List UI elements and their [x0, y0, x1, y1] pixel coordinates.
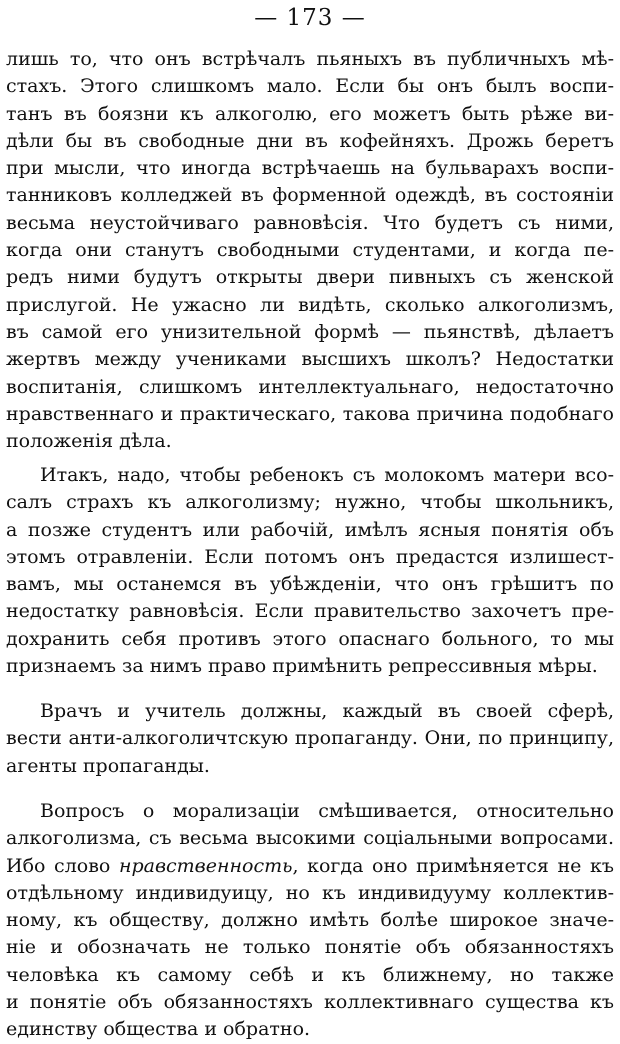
paragraph-line: жертвъ между учениками высшихъ школъ? Недостатки: [6, 348, 614, 371]
paragraph-line: отдѣльному индивидуицу, но къ индивидууму коллектив-: [6, 881, 614, 904]
paragraph-line: дохранить себя противъ этого опаснаго больного, то мы: [6, 627, 614, 650]
paragraph-line: единству общества и обратно.: [6, 1018, 311, 1041]
paragraph-line: этомъ отравленiи. Если потомъ онъ предастся излишест-: [6, 545, 614, 568]
paragraph-line: человѣка къ самому себѣ и къ ближнему, но также: [6, 963, 614, 986]
paragraph-line: прислугой. Не ужасно ли видѣть, сколько алкоголизмъ,: [6, 293, 614, 316]
paragraph-line: Вопросъ о морализацiи смѣшивается, относительно: [40, 800, 614, 822]
paragraph-4: [6, 798, 614, 1044]
paragraph-line: Итакъ, надо, чтобы ребенокъ съ молокомъ матери всо-: [40, 464, 614, 486]
paragraph-line: салъ страхъ къ алкоголизму; нужно, чтобы школьникъ,: [6, 491, 614, 514]
paragraph-line: Ибо слово нравственность, когда оно примѣняется не къ: [6, 854, 614, 877]
paragraph-line: а позже студентъ или рабочiй, имѣлъ ясныя понятiя объ: [6, 518, 614, 541]
paragraph-line: въ самой его унизительной формѣ — пьянствѣ, дѣлаетъ: [6, 320, 614, 343]
paragraph-line: и понятiе объ обязанностяхъ коллективнаго существа къ: [6, 991, 614, 1014]
paragraph-line: стахъ. Этого слишкомъ мало. Если бы онъ былъ воспи-: [6, 75, 614, 98]
paragraph-line: когда они станутъ свободными студентами, и когда пе-: [6, 239, 614, 262]
paragraph-line: положенiя дѣла.: [6, 430, 172, 453]
paragraph-line: нiе и обозначать не только понятiе объ обязанностяхъ: [6, 936, 614, 959]
paragraph-line: при мысли, что иногда встрѣчаешь на бульварахъ воспи-: [6, 157, 614, 180]
paragraph-3: [6, 698, 614, 780]
paragraph-line: алкоголизма, съ весьма высокими соцiальными вопросами.: [6, 827, 614, 850]
paragraph-line: лишь то, что онъ встрѣчалъ пьяныхъ въ публичныхъ мѣ-: [6, 48, 614, 70]
paragraph-line: нравственнаго и практическаго, такова причина подобнаго: [6, 402, 614, 425]
paragraph-line: вести анти-алкоголичтскую пропаганду. Они, по принципу,: [6, 727, 614, 750]
paragraph-line: весьма неустойчиваго равновѣсiя. Что будетъ съ ними,: [6, 211, 614, 234]
paragraph-line: признаемъ за нимъ право примѣнить репрессивныя мѣры.: [6, 655, 598, 678]
paragraph-2: [6, 462, 614, 680]
paragraph-line: танниковъ колледжей въ форменной одеждѣ, въ состоянiи: [6, 184, 614, 207]
paragraph-line: агенты пропаганды.: [6, 754, 210, 777]
paragraph-line: воспитанiя, слишкомъ интеллектуальнаго, недостаточно: [6, 375, 614, 398]
page-number: — 173 —: [254, 5, 366, 31]
paragraph-1: [6, 46, 614, 455]
paragraph-line: недостатку равновѣсiя. Если правительство захочетъ пре-: [6, 600, 614, 623]
emphasized-word: нравственность: [118, 854, 293, 877]
paragraph-line: Врачъ и учитель должны, каждый въ своей сферѣ,: [40, 700, 614, 722]
paragraph-line: ному, къ обществу, должно имѣть болѣе широкое значе-: [6, 909, 614, 932]
paragraph-line: дѣли бы въ свободные дни въ кофейняхъ. Дрожь беретъ: [6, 129, 614, 152]
paragraph-line: танъ въ боязни къ алкоголю, его можетъ быть рѣже ви-: [6, 102, 614, 125]
paragraph-line: вамъ, мы останемся въ убѣжденiи, что онъ грѣшитъ по: [6, 573, 614, 596]
paragraph-line: редъ ними будутъ открыты двери пивныхъ съ женской: [6, 266, 614, 289]
